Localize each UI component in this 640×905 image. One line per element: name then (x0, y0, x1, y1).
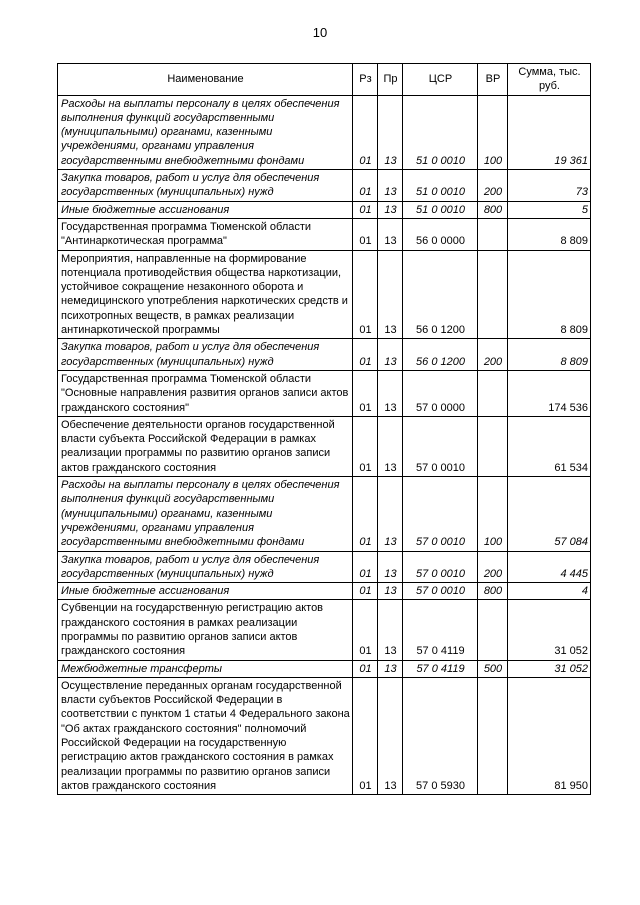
row-csr-cell: 56 0 0000 (403, 218, 478, 250)
row-pr-cell: 13 (378, 600, 403, 660)
table-row (58, 660, 591, 677)
row-rz-cell: 01 (353, 551, 378, 583)
budget-table (57, 63, 591, 795)
row-sum-cell: 8 809 (508, 250, 591, 339)
row-name-cell: Иные бюджетные ассигнования (58, 201, 353, 218)
row-rz-cell: 01 (353, 339, 378, 371)
table-row (58, 250, 591, 339)
row-vr-cell (478, 218, 508, 250)
row-sum-cell: 5 (508, 201, 591, 218)
row-vr-cell: 200 (478, 339, 508, 371)
row-sum-cell: 81 950 (508, 677, 591, 794)
header-name: Наименование (58, 64, 353, 96)
table-row (58, 218, 591, 250)
row-pr-cell: 13 (378, 551, 403, 583)
row-csr-cell: 57 0 5930 (403, 677, 478, 794)
row-pr-cell: 13 (378, 677, 403, 794)
row-sum-cell: 8 809 (508, 339, 591, 371)
table-row (58, 201, 591, 218)
row-name-cell: Иные бюджетные ассигнования (58, 583, 353, 600)
row-csr-cell: 57 0 0010 (403, 551, 478, 583)
row-name-cell: Межбюджетные трансферты (58, 660, 353, 677)
row-vr-cell: 800 (478, 201, 508, 218)
row-csr-cell: 57 0 0000 (403, 370, 478, 416)
row-csr-cell: 57 0 0010 (403, 416, 478, 476)
header-sum: Сумма, тыс. руб. (508, 64, 591, 96)
row-csr-cell: 51 0 0010 (403, 95, 478, 169)
row-csr-cell: 57 0 4119 (403, 600, 478, 660)
row-vr-cell: 500 (478, 660, 508, 677)
row-sum-cell: 31 052 (508, 600, 591, 660)
row-pr-cell: 13 (378, 583, 403, 600)
header-vr: ВР (478, 64, 508, 96)
table-row (58, 416, 591, 476)
row-rz-cell: 01 (353, 660, 378, 677)
table-row (58, 95, 591, 169)
header-pr: Пр (378, 64, 403, 96)
row-rz-cell: 01 (353, 201, 378, 218)
row-pr-cell: 13 (378, 170, 403, 202)
row-vr-cell (478, 677, 508, 794)
row-pr-cell: 13 (378, 95, 403, 169)
row-pr-cell: 13 (378, 250, 403, 339)
row-rz-cell: 01 (353, 677, 378, 794)
table-row (58, 339, 591, 371)
row-sum-cell: 61 534 (508, 416, 591, 476)
row-sum-cell: 4 (508, 583, 591, 600)
row-rz-cell: 01 (353, 416, 378, 476)
table-row (58, 677, 591, 794)
row-vr-cell (478, 416, 508, 476)
row-csr-cell: 57 0 0010 (403, 477, 478, 551)
header-rz: Рз (353, 64, 378, 96)
row-sum-cell: 19 361 (508, 95, 591, 169)
row-vr-cell (478, 600, 508, 660)
table-body (58, 95, 591, 795)
table-row (58, 600, 591, 660)
row-rz-cell: 01 (353, 218, 378, 250)
row-pr-cell: 13 (378, 370, 403, 416)
row-name-cell: Мероприятия, направленные на формирование потенциала противодействия общества наркотизации, устойчивое сокращение незаконного оборота и немедицинского употребления наркотических средств и психотропных веществ, в рамках реализации антинаркотической программы (58, 250, 353, 339)
row-vr-cell: 100 (478, 477, 508, 551)
table-row (58, 477, 591, 551)
table-header-row (58, 64, 591, 96)
row-name-cell: Расходы на выплаты персоналу в целях обеспечения выполнения функций государственными (муниципальными) органами, казенными учреждениями, органами управления государственными внебюджетными фондами (58, 95, 353, 169)
row-pr-cell: 13 (378, 660, 403, 677)
row-sum-cell: 8 809 (508, 218, 591, 250)
row-csr-cell: 51 0 0010 (403, 201, 478, 218)
row-pr-cell: 13 (378, 477, 403, 551)
row-csr-cell: 57 0 4119 (403, 660, 478, 677)
row-sum-cell: 31 052 (508, 660, 591, 677)
table-row (58, 370, 591, 416)
page-number: 10 (312, 25, 328, 40)
row-name-cell: Расходы на выплаты персоналу в целях обеспечения выполнения функций государственными (муниципальными) органами, казенными учреждениями, органами управления государственными внебюджетными фондами (58, 477, 353, 551)
row-vr-cell: 200 (478, 170, 508, 202)
header-csr: ЦСР (403, 64, 478, 96)
table-row (58, 170, 591, 202)
row-rz-cell: 01 (353, 370, 378, 416)
row-name-cell: Закупка товаров, работ и услуг для обеспечения государственных (муниципальных) нужд (58, 551, 353, 583)
row-sum-cell: 73 (508, 170, 591, 202)
row-vr-cell (478, 250, 508, 339)
row-rz-cell: 01 (353, 95, 378, 169)
row-csr-cell: 51 0 0010 (403, 170, 478, 202)
row-vr-cell: 100 (478, 95, 508, 169)
row-pr-cell: 13 (378, 218, 403, 250)
row-csr-cell: 56 0 1200 (403, 250, 478, 339)
row-csr-cell: 57 0 0010 (403, 583, 478, 600)
row-name-cell: Осуществление переданных органам государственной власти субъектов Российской Федерации в соответствии с пунктом 1 статьи 4 Федерального закона "Об актах гражданского состояния" полномочий Российской Федерации на государственную регистрацию актов гражданского состояния в рамках реализации программы по развитию органов записи актов гражданского состояния (58, 677, 353, 794)
table-row (58, 551, 591, 583)
row-pr-cell: 13 (378, 416, 403, 476)
row-name-cell: Субвенции на государственную регистрацию актов гражданского состояния в рамках реализации программы по развитию органов записи актов гражданского состояния (58, 600, 353, 660)
row-rz-cell: 01 (353, 170, 378, 202)
row-pr-cell: 13 (378, 339, 403, 371)
row-sum-cell: 174 536 (508, 370, 591, 416)
row-pr-cell: 13 (378, 201, 403, 218)
row-name-cell: Государственная программа Тюменской области "Основные направления развития органов записи актов гражданского состояния" (58, 370, 353, 416)
row-vr-cell: 200 (478, 551, 508, 583)
row-csr-cell: 56 0 1200 (403, 339, 478, 371)
row-name-cell: Закупка товаров, работ и услуг для обеспечения государственных (муниципальных) нужд (58, 339, 353, 371)
table-row (58, 583, 591, 600)
row-rz-cell: 01 (353, 477, 378, 551)
row-sum-cell: 4 445 (508, 551, 591, 583)
row-vr-cell (478, 370, 508, 416)
row-rz-cell: 01 (353, 600, 378, 660)
row-name-cell: Обеспечение деятельности органов государственной власти субъекта Российской Федерации в рамках реализации программы по развитию органов записи актов гражданского состояния (58, 416, 353, 476)
row-rz-cell: 01 (353, 250, 378, 339)
row-vr-cell: 800 (478, 583, 508, 600)
row-name-cell: Закупка товаров, работ и услуг для обеспечения государственных (муниципальных) нужд (58, 170, 353, 202)
row-sum-cell: 57 084 (508, 477, 591, 551)
row-name-cell: Государственная программа Тюменской области "Антинаркотическая программа" (58, 218, 353, 250)
row-rz-cell: 01 (353, 583, 378, 600)
